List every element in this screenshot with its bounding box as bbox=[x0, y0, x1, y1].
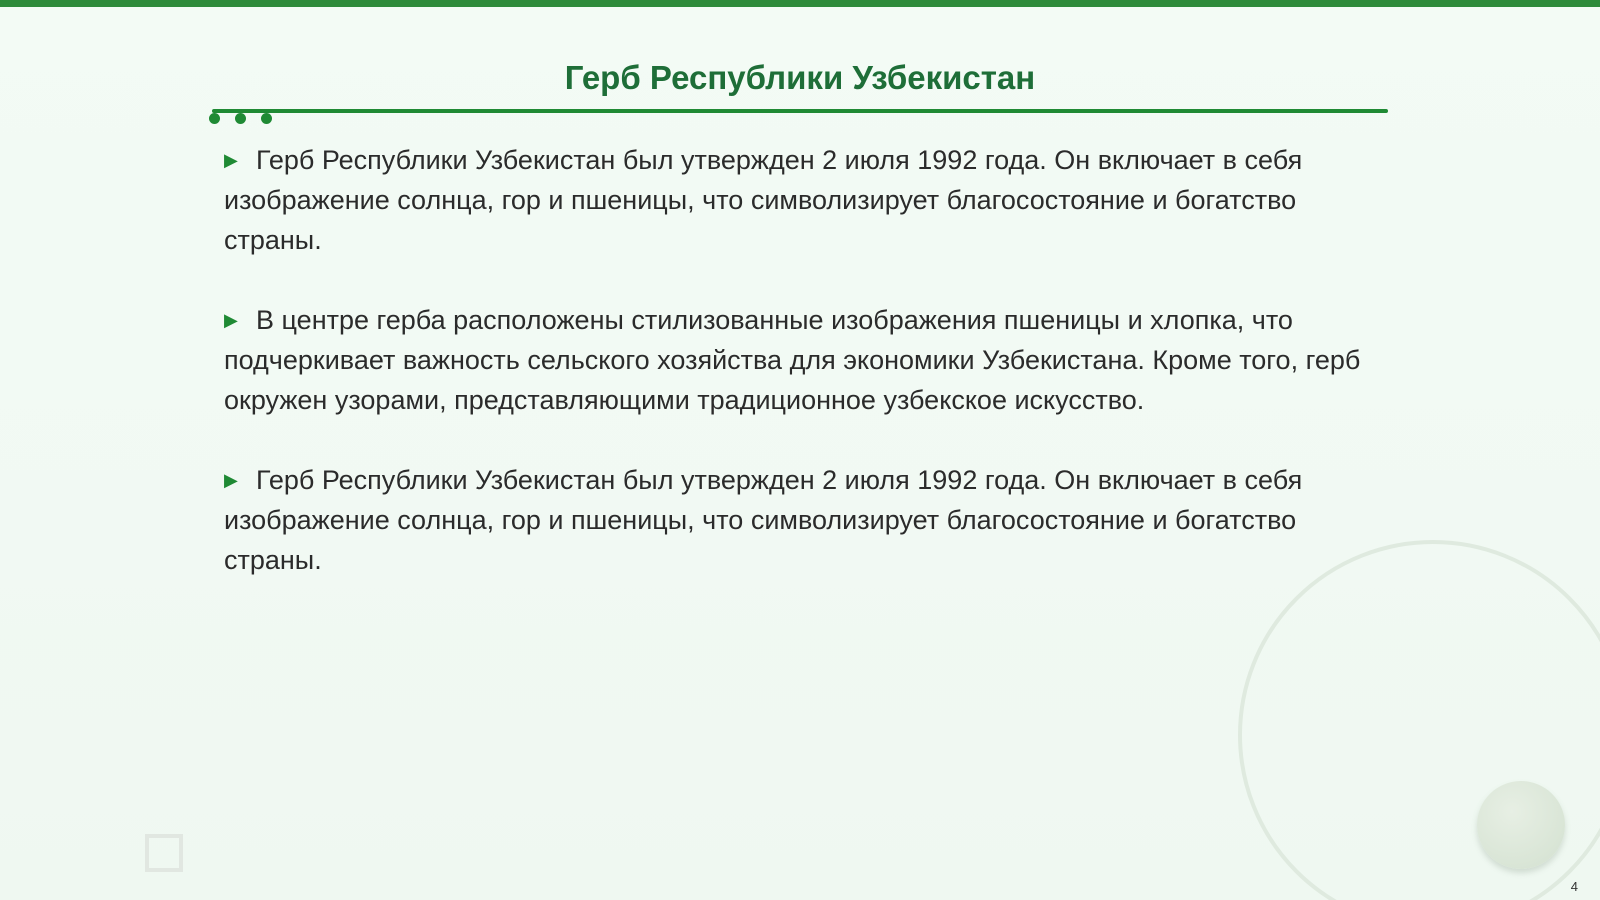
decorative-dot bbox=[209, 113, 220, 124]
decorative-square bbox=[145, 834, 183, 872]
decorative-disc bbox=[1477, 781, 1565, 869]
page-number: 4 bbox=[1570, 879, 1578, 894]
bullet-list bbox=[224, 140, 1384, 620]
bullet-text: В центре герба расположены стилизованные изображения пшеницы и хлопка, что подчеркивает важность сельского хозяйства для экономики Узбекистана. Кроме того, герб окружен узорами, представляющими традиционное узбекское искусство. bbox=[224, 305, 1361, 415]
title-underline bbox=[212, 109, 1388, 113]
bullet-arrow-icon: ▶ bbox=[224, 310, 238, 330]
bullet-arrow-icon: ▶ bbox=[224, 150, 238, 170]
decorative-dot bbox=[235, 113, 246, 124]
bullet-arrow-icon: ▶ bbox=[224, 470, 238, 490]
slide-title: Герб Республики Узбекистан bbox=[564, 59, 1036, 96]
bullet-item bbox=[224, 460, 1384, 580]
bullet-item bbox=[224, 140, 1384, 260]
bullet-text: Герб Республики Узбекистан был утвержден 2 июля 1992 года. Он включает в себя изображение солнца, гор и пшеницы, что символизирует благосостояние и богатство страны. bbox=[224, 145, 1303, 255]
decorative-dot bbox=[261, 113, 272, 124]
bullet-item bbox=[224, 300, 1384, 420]
top-accent-bar bbox=[0, 0, 1600, 7]
bullet-text: Герб Республики Узбекистан был утвержден 2 июля 1992 года. Он включает в себя изображение солнца, гор и пшеницы, что символизирует благосостояние и богатство страны. bbox=[224, 465, 1303, 575]
